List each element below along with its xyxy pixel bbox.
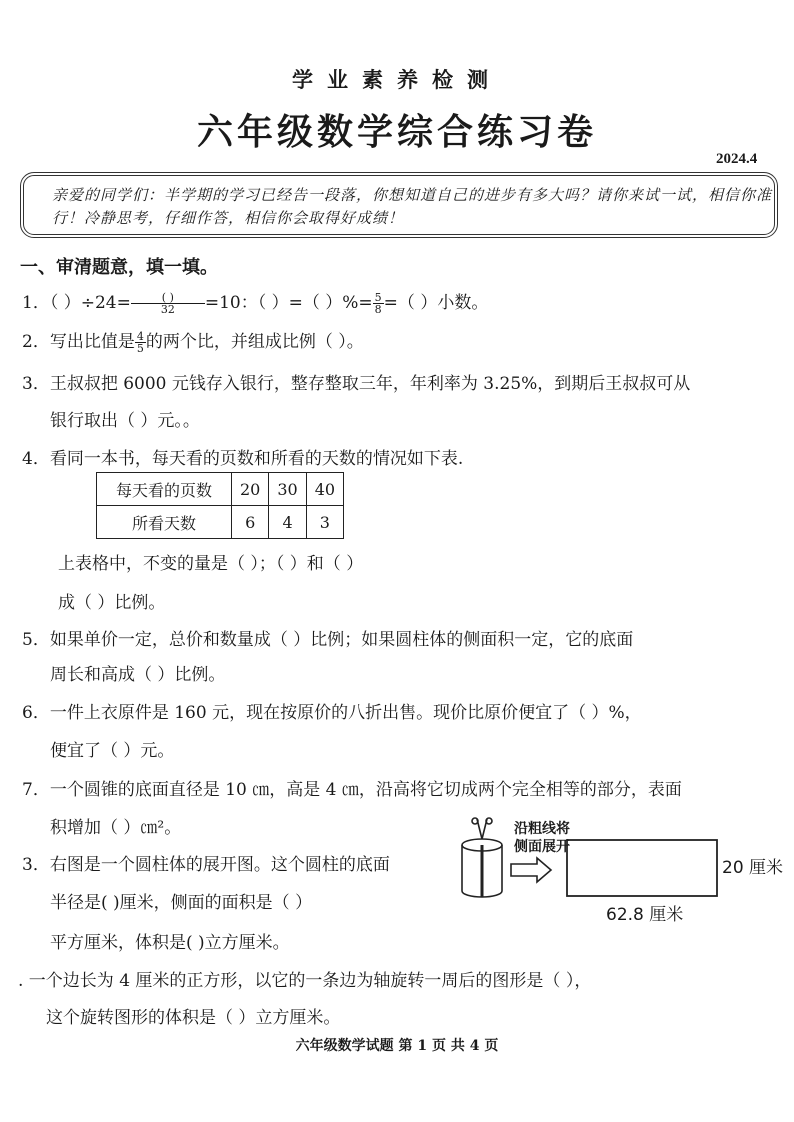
question-4-line-2: 上表格中，不变的量是（ ）；（ ）和（ ）	[58, 554, 364, 574]
q1-part-c: =（ ）小数。	[383, 293, 489, 313]
table-cell: 30	[269, 473, 306, 506]
question-3-line-1: 3．王叔叔把 6000 元钱存入银行，整存整取三年，年利率为 3.25%，到期后王叔叔可从	[22, 374, 691, 394]
question-8-line-2: 半径是( )厘米，侧面的面积是（ ）	[50, 893, 313, 913]
exam-date: 2024.4	[716, 151, 758, 167]
question-1	[22, 288, 488, 315]
table-cell: 每天看的页数	[97, 473, 232, 506]
table-cell: 3	[306, 506, 343, 539]
notice-box	[20, 172, 778, 238]
question-6-line-1: 6．一件上衣原件是 160 元，现在按原价的八折出售。现价比原价便宜了（ ）%，	[22, 703, 642, 723]
q1-part-b: =10：（ ）=（ ）%=	[204, 293, 373, 313]
arrow-right-icon	[511, 858, 551, 882]
pages-days-table	[96, 472, 344, 539]
table-row	[97, 506, 344, 539]
figure-height-label: 20 厘米	[722, 858, 784, 878]
question-9-line-1: . 一个边长为 4 厘米的正方形，以它的一条边为轴旋转一周后的图形是（ ），	[18, 971, 592, 991]
table-cell: 所看天数	[97, 506, 232, 539]
question-4-line-1: 4．看同一本书，每天看的页数和所看的天数的情况如下表.	[22, 449, 464, 469]
exam-title: 六年级数学综合练习卷	[196, 111, 597, 153]
question-7-line-2: 积增加（ ）㎝²。	[50, 818, 182, 838]
q2-part-b: 的两个比，并组成比例（ ）。	[145, 332, 364, 352]
figure-width-label: 62.8 厘米	[606, 905, 684, 925]
question-2	[22, 327, 364, 354]
q1-part-a: 1．（ ）÷24=	[22, 293, 131, 313]
notice-text: 亲爱的同学们：半学期的学习已经告一段落，你想知道自己的进步有多大吗？请你来试一试，相信你准行！冷静思考，仔细作答，相信你会取得好成绩！	[52, 186, 773, 227]
q1-fraction-blank	[131, 292, 205, 315]
q2-fraction-denominator: 5	[136, 342, 144, 355]
q2-fraction	[135, 331, 146, 354]
q2-part-a: 2．写出比值是	[22, 332, 135, 352]
table-cell: 20	[232, 473, 269, 506]
q1-fraction	[373, 292, 384, 315]
question-4-line-3: 成（ ）比例。	[58, 593, 166, 613]
table-cell: 6	[232, 506, 269, 539]
question-7-line-1: 7．一个圆锥的底面直径是 10 ㎝，高是 4 ㎝，沿高将它切成两个完全相等的部分，表面	[22, 780, 682, 800]
question-5-line-1: 5．如果单价一定，总价和数量成（ ）比例；如果圆柱体的侧面积一定，它的底面	[22, 630, 634, 650]
question-8-line-3: 平方厘米，体积是( )立方厘米。	[50, 933, 290, 953]
figure-caption-line-1: 沿粗线将	[514, 821, 570, 837]
q1-fraction-denominator: 32	[160, 303, 175, 316]
q2-fraction-numerator: 4	[136, 330, 144, 343]
q1-fraction2-denominator: 8	[374, 303, 382, 316]
table-row	[97, 473, 344, 506]
exam-subtitle: 学业素养检测	[292, 67, 502, 92]
cylinder-icon	[462, 818, 502, 897]
figure-caption-line-2: 侧面展开	[514, 839, 570, 855]
table-cell: 40	[306, 473, 343, 506]
section-heading: 一、审清题意，填一填。	[20, 257, 218, 278]
q1-fraction-numerator: ( )	[131, 292, 205, 304]
question-3-line-2: 银行取出（ ）元。。	[50, 411, 200, 431]
table-cell: 4	[269, 506, 306, 539]
question-9-line-2: 这个旋转图形的体积是（ ）立方厘米。	[46, 1008, 341, 1028]
question-6-line-2: 便宜了（ ）元。	[50, 741, 175, 761]
unfolded-rectangle	[567, 840, 717, 896]
q1-fraction2-numerator: 5	[374, 291, 382, 304]
page-footer: 六年级数学试题 第 1 页 共 4 页	[295, 1038, 499, 1054]
question-8-line-1: 3．右图是一个圆柱体的展开图。这个圆柱的底面	[22, 855, 390, 875]
question-5-line-2: 周长和高成（ ）比例。	[50, 665, 226, 685]
